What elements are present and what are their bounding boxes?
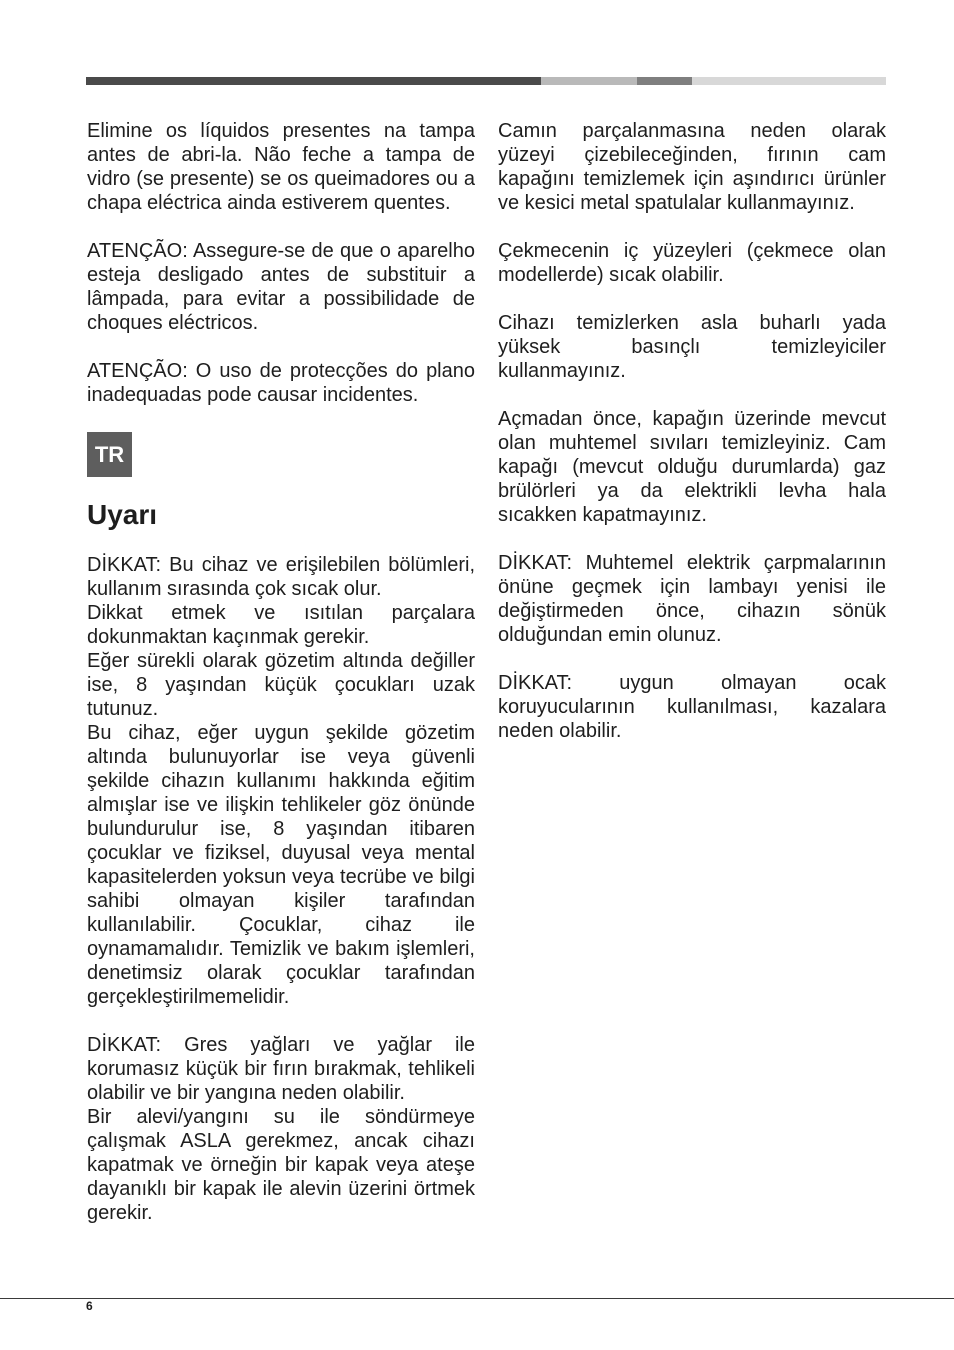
pt-paragraph-protection-warning: ATENÇÃO: O uso de protecções do plano inadequadas pode causar incidentes.	[87, 360, 475, 406]
footer-divider	[0, 1298, 954, 1299]
left-column	[87, 119, 475, 1225]
section-heading: Uyarı	[87, 499, 158, 530]
right-column	[498, 119, 886, 743]
tr-paragraph-lid: Açmadan önce, kapağın üzerinde mevcut olan muhtemel sıvıları temizleyiniz. Cam kapağı (mevcut olduğu durumlarda) gaz brülörleri ya da elektrikli levha hala sıcakken kapatmayınız.	[498, 408, 886, 526]
header-bar-segment	[86, 77, 541, 85]
tr-paragraph-lamp-warning: DİKKAT: Muhtemel elektrik çarpmalarının önüne geçmek için lambayı yenisi ile değiştirmeden önce, cihazın sönük olduğundan emin olunuz.	[498, 552, 886, 646]
tr-paragraph-steam-cleaner: Cihazı temizlerken asla buharlı yada yüksek basınçlı temizleyiciler kullanmayınız.	[498, 312, 886, 382]
tr-warning-block-1	[87, 553, 475, 1009]
tr-paragraph-drawer: Çekmecenin iç yüzeyleri (çekmece olan modellerde) sıcak olabilir.	[498, 240, 886, 286]
header-bar-segment	[541, 77, 637, 85]
tr-paragraph: Dikkat etmek ve ısıtılan parçalara dokunmaktan kaçınmak gerekir.	[87, 602, 475, 648]
tr-paragraph: Eğer sürekli olarak gözetim altında değiller ise, 8 yaşından küçük çocukları uzak tutunuz.	[87, 650, 475, 720]
header-color-bar	[86, 77, 886, 85]
page-number: 6	[86, 1299, 93, 1313]
tr-paragraph: DİKKAT: Bu cihaz ve erişilebilen bölümleri, kullanım sırasında çok sıcak olur.	[87, 554, 475, 600]
tr-paragraph-glass-door: Camın parçalanmasına neden olarak yüzeyi çizebileceğinden, fırının cam kapağını temizlemek için aşındırıcı ürünler ve kesici metal spatulalar kullanmayınız.	[498, 120, 886, 214]
tr-paragraph: DİKKAT: Gres yağları ve yağlar ile korumasız küçük bir fırın bırakmak, tehlikeli olabilir ve bir yangına neden olabilir.	[87, 1034, 475, 1104]
header-bar-segment	[692, 77, 886, 85]
language-badge: TR	[87, 432, 132, 477]
pt-paragraph-liquids: Elimine os líquidos presentes na tampa antes de abri-la. Não feche a tampa de vidro (se presente) se os queimadores ou a chapa eléctrica ainda estiverem quentes.	[87, 120, 475, 214]
header-bar-segment	[637, 77, 692, 85]
tr-paragraph: Bir alevi/yangını su ile söndürmeye çalışmak ASLA gerekmez, ancak cihazı kapatmak ve örneğin bir kapak veya ateşe dayanıklı bir kapak ile alevin üzerini örtmek gerekir.	[87, 1106, 475, 1224]
tr-warning-block-2	[87, 1033, 475, 1225]
tr-paragraph-guard-warning: DİKKAT: uygun olmayan ocak koruyucularının kullanılması, kazalara neden olabilir.	[498, 672, 886, 742]
tr-paragraph: Bu cihaz, eğer uygun şekilde gözetim altında bulunuyorlar ise veya güvenli şekilde cihazın kullanımı hakkında eğitim almışlar ise ve ilişkin tehlikeler göz önünde bulundurulur ise, 8 yaşından itibaren çocuklar ve fiziksel, duyusal veya mental kapasitelerden yoksun veya tecrübe ve bilgi sahibi olmayan kişiler tarafından kullanılabilir. Çocuklar, cihaz ile oynamamalıdır. Temizlik ve bakım işlemleri, denetimsiz olarak çocuklar tarafından gerçekleştirilmemelidir.	[87, 722, 475, 1008]
pt-paragraph-lamp-warning: ATENÇÃO: Assegure-se de que o aparelho esteja desligado antes de substituir a lâmpada, para evitar a possibilidade de choques eléctricos.	[87, 240, 475, 334]
